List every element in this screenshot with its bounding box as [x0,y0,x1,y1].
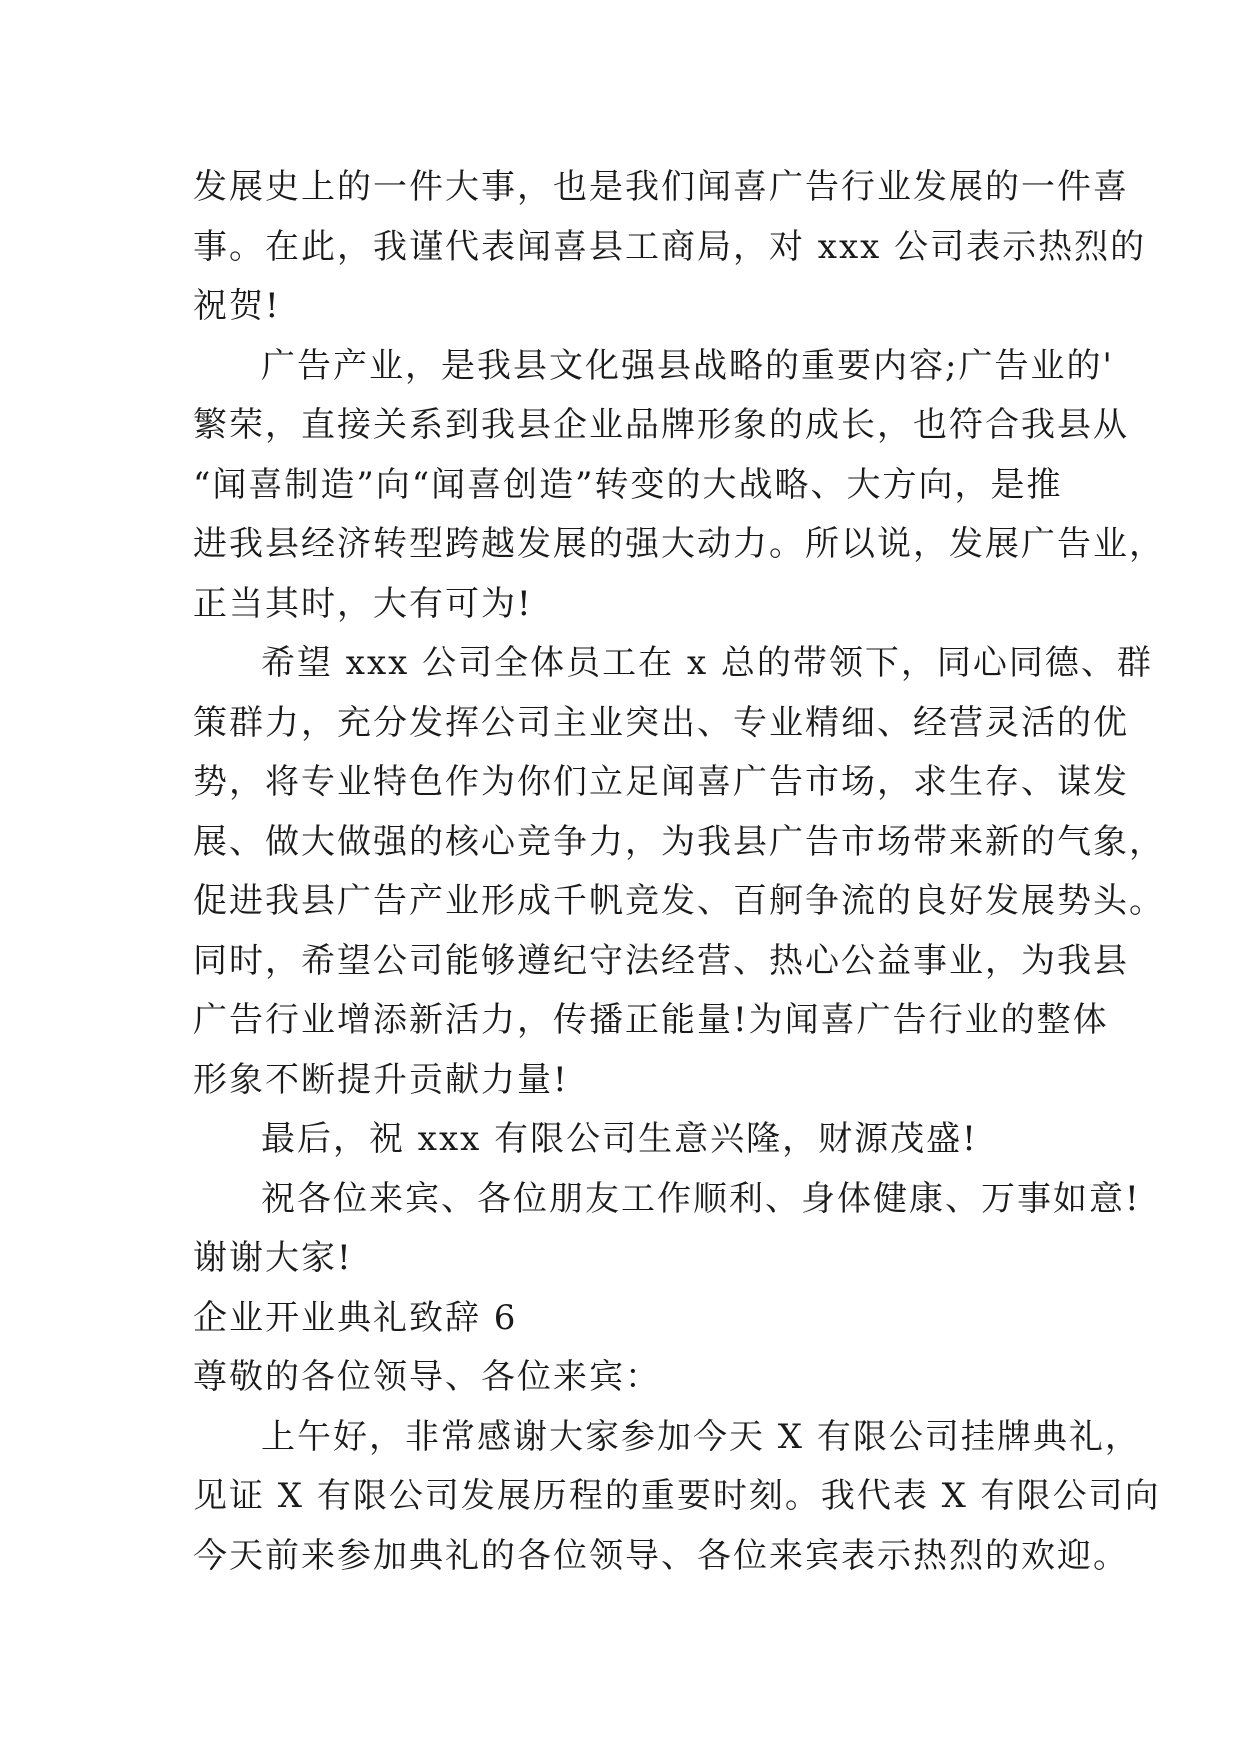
text-line: 策群力，充分发挥公司主业突出、专业精细、经营灵活的优 [193,702,1129,743]
paragraph-first-line: 希望 xxx 公司全体员工在 x 总的带领下，同心同德、群 [261,643,1153,683]
text-line: 同时，希望公司能够遵纪守法经营、热心公益事业，为我县 [193,940,1129,981]
text-line: 今天前来参加典礼的各位领导、各位来宾表示热烈的欢迎。 [193,1535,1129,1576]
text-line: 促进我县广告产业形成千帆竞发、百舸争流的良好发展势头。 [193,881,1165,921]
salutation: 尊敬的各位领导、各位来宾： [193,1357,661,1397]
paragraph-first-line: 最后，祝 xxx 有限公司生意兴隆，财源茂盛! [261,1119,978,1159]
text-line: 祝贺! [193,286,281,326]
paragraph-first-line: 广告产业，是我县文化强县战略的重要内容;广告业的' [261,345,1114,386]
text-line: 展、做大做强的核心竞争力，为我县广告市场带来新的气象， [193,821,1165,862]
text-line: 谢谢大家! [193,1238,353,1278]
paragraph-first-line: 上午好，非常感谢大家参加今天 X 有限公司挂牌典礼， [261,1416,1141,1457]
text-line: 发展史上的一件大事，也是我们闻喜广告行业发展的一件喜 [193,167,1129,207]
section-heading: 企业开业典礼致辞 6 [193,1297,518,1338]
paragraph-first-line: 祝各位来宾、各位朋友工作顺利、身体健康、万事如意! [261,1178,1141,1219]
document-body [193,158,1165,1586]
text-line: 势，将专业特色作为你们立足闻喜广告市场，求生存、谋发 [193,762,1129,802]
text-line: 见证 X 有限公司发展历程的重要时刻。我代表 X 有限公司向 [193,1476,1161,1516]
text-line: 正当其时，大有可为! [193,583,533,624]
text-line: 广告行业增添新活力，传播正能量!为闻喜广告行业的整体 [193,1000,1109,1040]
text-line: 进我县经济转型跨越发展的强大动力。所以说，发展广告业， [193,524,1165,564]
text-line: “闻喜制造”向“闻喜创造”转变的大战略、大方向，是推 [193,464,1063,505]
text-line: 形象不断提升贡献力量! [193,1059,569,1100]
text-line: 繁荣，直接关系到我县企业品牌形象的成长，也符合我县从 [193,405,1129,445]
text-line: 事。在此，我谨代表闻喜县工商局，对 xxx 公司表示热烈的 [193,226,1147,267]
